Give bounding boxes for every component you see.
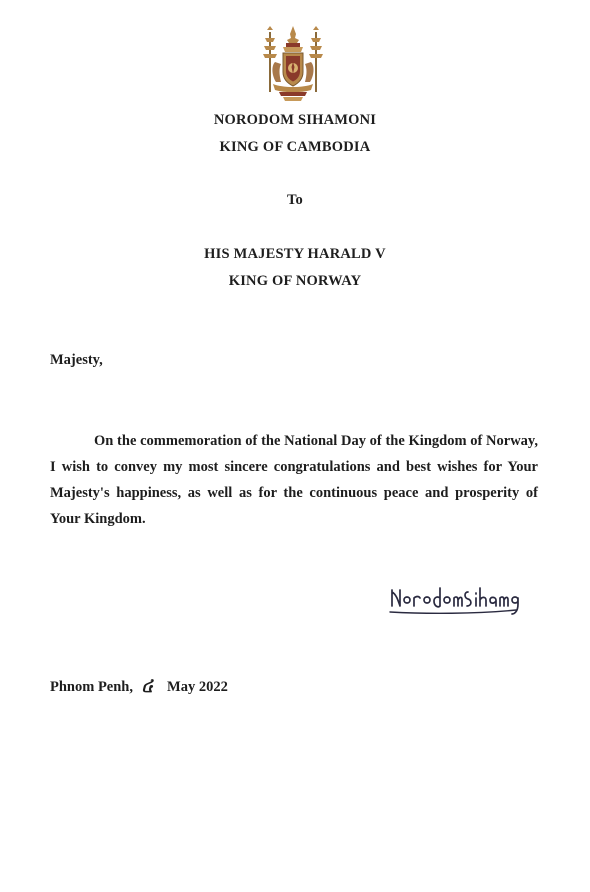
recipient-name: HIS MAJESTY HARALD V: [204, 246, 386, 262]
handwritten-signature: [386, 580, 522, 620]
month-year: May 2022: [167, 679, 228, 695]
place-date-line: [50, 676, 228, 701]
royal-arms-emblem: [259, 24, 327, 102]
sender-name: NORODOM SIHAMONI: [213, 112, 377, 128]
to-label: To: [287, 192, 303, 208]
sender-title: KING OF CAMBODIA: [219, 139, 371, 155]
place: Phnom Penh,: [50, 679, 133, 695]
recipient-title: KING OF NORWAY: [228, 273, 362, 289]
letter-body: On the commemoration of the National Day of the Kingdom of Norway, I wish to convey my most sincere congratulations and best wishes for Your Majesty's happiness, as well as for the continuous peace and prosperity of Your Kingdom.: [50, 433, 538, 527]
salutation: Majesty,: [50, 352, 103, 368]
day-numeral: ៤: [141, 677, 154, 697]
